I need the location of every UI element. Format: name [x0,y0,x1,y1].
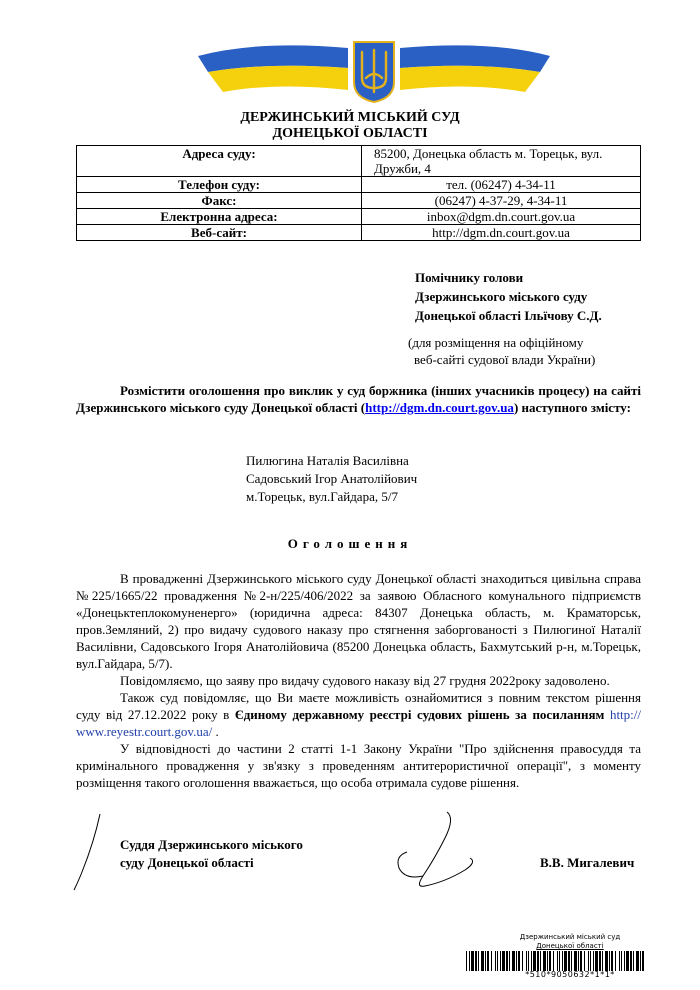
barcode-bar [506,951,508,971]
recipient-line: Пилюгина Наталія Василівна [246,453,409,468]
judge-position-line: Суддя Дзержинського міського [120,837,303,852]
document-barcode [466,951,646,971]
signature-stroke-left [70,812,110,892]
stamp-region: Донецької області [536,942,604,950]
barcode-bar [559,951,560,971]
barcode-bar [533,951,536,971]
barcode-bar [540,951,541,971]
barcode-bar [543,951,546,971]
table-row [77,193,641,209]
judge-position [120,836,303,872]
barcode-bar [584,951,585,971]
barcode-bar [615,951,616,971]
recipient-address: м.Торецьк, вул.Гайдара, 5/7 [246,489,398,504]
barcode-bar [633,951,634,971]
barcode-bar [466,951,467,971]
addressee-line: Дзержинського міського суду [415,289,588,304]
barcode-bar [522,951,523,971]
addressee-line: Донецької області Ільїчову С.Д. [415,308,602,323]
barcode-bar [547,951,548,971]
body-paragraph: У відповідності до частини 2 статті 1-1 Закону України "Про здійснення правосуддя та кримінального провадження у зв'язку з проведенням антитерористичної операції", з моменту розміщення такого оголошення вважається, що особа отримала судове рішення. [76,741,641,790]
table-row [77,209,641,225]
barcode-bar [571,951,572,971]
stamp-court-name: Дзержинський міський суд [519,933,621,941]
barcode-bar [562,951,563,971]
barcode-bar [516,951,517,971]
body-text: Також суд повідомляє, що Ви маєте можливість ознайомитися з повним текстом рішення суду від 27.12.2022 року в [76,690,641,722]
barcode-bar [475,951,477,971]
judge-position-line: суду Донецької області [120,855,254,870]
barcode-bar [557,951,558,971]
addressee-line: Помічнику голови [415,270,524,285]
barcode-bar [553,951,554,971]
barcode-bar [481,951,484,971]
barcode-bar [509,951,510,971]
fax-value: (06247) 4-37-29, 4-34-11 [362,193,641,209]
court-name-line2: ДОНЕЦЬКОЇ ОБЛАСТІ [272,126,428,141]
barcode-bar [518,951,520,971]
barcode-bar [495,951,496,971]
address-value: 85200, Донецька область м. Торецьк, вул. Дружби, 4 [362,146,641,177]
recipients-block [246,452,417,506]
barcode-bar [602,951,603,971]
placement-note [408,334,595,368]
placement-note-line: веб-сайті судової влади України) [414,352,596,367]
judge-handwritten-signature [395,808,480,898]
barcode-bar [642,951,644,971]
barcode-bar [593,951,594,971]
registry-text: Єдиному державному реєстрі судових рішень за посиланням [234,707,605,722]
body-paragraph [76,689,641,740]
barcode-bar [500,951,501,971]
website-value: http://dgm.dn.court.gov.ua [362,225,641,241]
barcode-bar [531,951,532,971]
barcode-bar [497,951,498,971]
court-website-link[interactable]: http://dgm.dn.court.gov.ua [365,400,514,415]
barcode-bar [564,951,567,971]
email-label: Електронна адреса: [77,209,362,225]
barcode-bar [578,951,579,971]
intro-paragraph [76,382,641,416]
placement-note-line: (для розміщення на офіційному [408,335,584,350]
barcode-bar [549,951,551,971]
body-paragraph: В провадженні Дзержинського міського суду Донецької області знаходиться цивільна справа №225/1665/22 провадження №2-н/225/406/2022 за заявою Обласного комунального підприємств «Донецьктеплокомуненерго» (юридична адреса: 84307 Донецька область, м. Краматорськ, пров.Земляний, 2) про видачу судового наказу про стягнення заборгованості з Пилюгиної Наталії Василівни, Садовського Ігоря Анатолійовича (85200 Донецька область, Бахмутський р-н, м.Торецьк, вул.Гайдара, 5/7). [76,571,641,671]
phone-value: тел. (06247) 4-34-11 [362,177,641,193]
barcode-bar [595,951,598,971]
barcode-bar [605,951,608,971]
barcode-bar [568,951,570,971]
barcode-bar [640,951,641,971]
table-row [77,225,641,241]
barcode-bar [537,951,539,971]
barcode-bar [609,951,610,971]
barcode-bar [636,951,639,971]
barcode-bar [485,951,486,971]
registry-link[interactable]: http:// www.reyestr.court.gov.ua/ [76,707,641,739]
barcode-bar [526,951,527,971]
barcode-bar [512,951,515,971]
announcement-title: Оголошення [287,536,413,551]
barcode-bar [630,951,632,971]
email-value: inbox@dgm.dn.court.gov.ua [362,209,641,225]
barcode-bar [528,951,529,971]
address-label: Адреса суду: [77,146,362,177]
barcode-bar [588,951,589,971]
website-label: Веб-сайт: [77,225,362,241]
judge-name: В.В. Мигалевич [540,855,635,870]
phone-label: Телефон суду: [77,177,362,193]
barcode-bar [624,951,625,971]
barcode-bar [621,951,622,971]
court-name-line1: ДЕРЖИНСЬКИЙ МІСЬКИЙ СУД [240,110,460,125]
fax-label: Факс: [77,193,362,209]
barcode-code: *510*9050632*1*1* [525,970,615,979]
barcode-bar [580,951,582,971]
body-paragraph: Повідомляємо, що заяву про видачу судового наказу від 27 грудня 2022року задоволено. [120,673,610,688]
barcode-bar [478,951,479,971]
intro-text: Розмістити оголошення про виклик у суд боржника (інших учасників процесу) на сайті Дзержинського міського суду Донецької області ( [76,383,641,415]
barcode-bar [574,951,577,971]
barcode-bar [619,951,620,971]
table-row [77,177,641,193]
barcode-bar [590,951,591,971]
barcode-bar [626,951,629,971]
recipient-line: Садовський Ігор Анатолійович [246,471,418,486]
barcode-bar [599,951,601,971]
intro-text-end: ) наступного змісту: [513,400,631,415]
announcement-body [76,570,641,791]
barcode-bar [611,951,613,971]
table-row [77,146,641,177]
barcode-bar [469,951,470,971]
barcode-bar [487,951,489,971]
barcode-bar [471,951,474,971]
addressee-block [415,268,602,325]
barcode-bar [502,951,505,971]
ukraine-emblem-logo [198,38,550,104]
barcode-bar [491,951,492,971]
court-info-table [76,145,641,241]
body-text-end: . [212,724,219,739]
